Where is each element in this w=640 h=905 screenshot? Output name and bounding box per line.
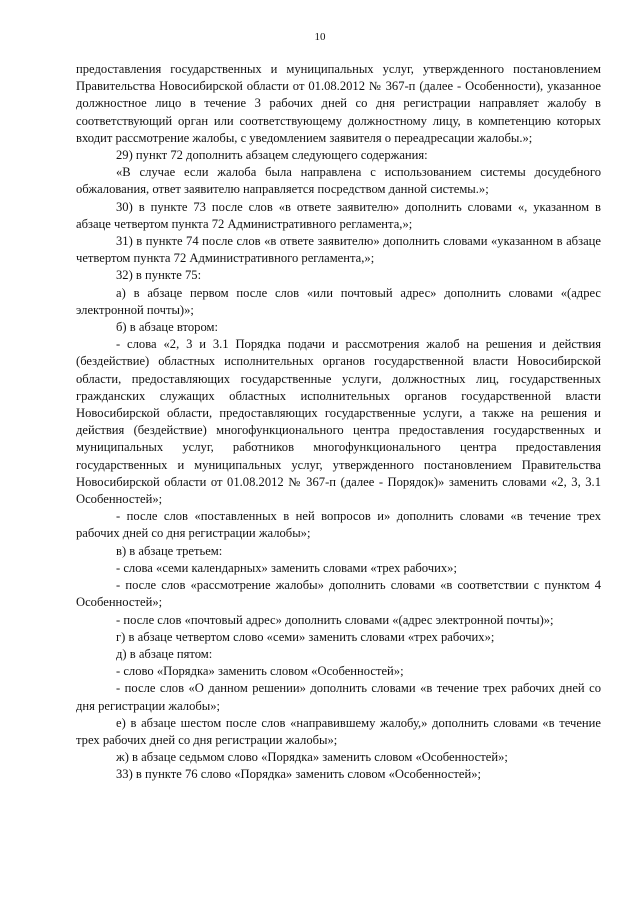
paragraph: «В случае если жалоба была направлена с использованием системы досудебного обжалования, ответ заявителю направляется посредством данной системы.»; xyxy=(76,165,601,197)
paragraph: д) в абзаце пятом: xyxy=(116,646,213,661)
paragraph: а) в абзаце первом после слов «или почтовый адрес» дополнить словами «(адрес электронной почты)»; xyxy=(76,285,601,317)
paragraph: - после слов «поставленных в ней вопросов и» дополнить словами «в течение трех рабочих дней со дня регистрации жалобы»; xyxy=(76,509,601,541)
paragraph: ж) в абзаце седьмом слово «Порядка» заменить словом «Особенностей»; xyxy=(116,750,508,765)
paragraph: предоставления государственных и муниципальных услуг, утвержденного постановлением Правительства Новосибирской области от 01.08.2012 № 367-п (далее - Особенности), указанное должностное лицо в течение 3 рабочих дней со дня регистрации направляет жалобу в соответствующий орган или соответствующему должностному лицу, в компетенцию которых входит рассмотрение жалобы, с уведомлением заявителя о переадресации жалобы.»; xyxy=(76,62,601,145)
paragraph: - слова «2, 3 и 3.1 Порядка подачи и рассмотрения жалоб на решения и действия (бездействие) областных исполнительных органов государственной власти Новосибирской области, предоставляющих государственные услуги, должностных лиц, государственных гражданских служащих областных исполнительных органов государственной власти Новосибирской области, предоставляющих государственные услуги, а также на решения и действия (бездействие) многофункционального центра предоставления государственных и муниципальных услуг, работников многофункционального центра предоставления государственных и муниципальных услуг, утвержденного постановлением Правительства Новосибирской области от 01.08.2012 № 367-п (далее - Порядок)» заменить словами «2, 3, 3.1 Особенностей»; xyxy=(76,337,601,507)
paragraph: - слова «семи календарных» заменить словами «трех рабочих»; xyxy=(116,560,457,575)
paragraph: г) в абзаце четвертом слово «семи» заменить словами «трех рабочих»; xyxy=(116,629,495,644)
paragraph: б) в абзаце втором: xyxy=(116,320,218,335)
paragraph: 32) в пункте 75: xyxy=(116,268,202,283)
paragraph: 31) в пункте 74 после слов «в ответе заявителю» дополнить словами «указанном в абзаце четвертом пункта 72 Административного регламента,»; xyxy=(76,234,601,266)
document-body xyxy=(76,61,601,784)
paragraph: - после слов «рассмотрение жалобы» дополнить словами «в соответствии с пунктом 4 Особенностей»; xyxy=(76,578,601,610)
paragraph: е) в абзаце шестом после слов «направившему жалобу,» дополнить словами «в течение трех рабочих дней со дня регистрации жалобы»; xyxy=(76,715,601,747)
paragraph: 29) пункт 72 дополнить абзацем следующего содержания: xyxy=(116,148,428,163)
paragraph: - слово «Порядка» заменить словом «Особенностей»; xyxy=(116,664,404,679)
page-number: 10 xyxy=(314,31,326,43)
paragraph: 33) в пункте 76 слово «Порядка» заменить словом «Особенностей»; xyxy=(116,767,481,782)
paragraph: 30) в пункте 73 после слов «в ответе заявителю» дополнить словами «, указанном в абзаце четвертом пункта 72 Административного регламента,»; xyxy=(76,199,601,231)
paragraph: - после слов «почтовый адрес» дополнить словами «(адрес электронной почты)»; xyxy=(116,612,554,627)
paragraph: - после слов «О данном решении» дополнить словами «в течение трех рабочих дней со дня регистрации жалобы»; xyxy=(76,681,601,713)
paragraph: в) в абзаце третьем: xyxy=(116,543,223,558)
